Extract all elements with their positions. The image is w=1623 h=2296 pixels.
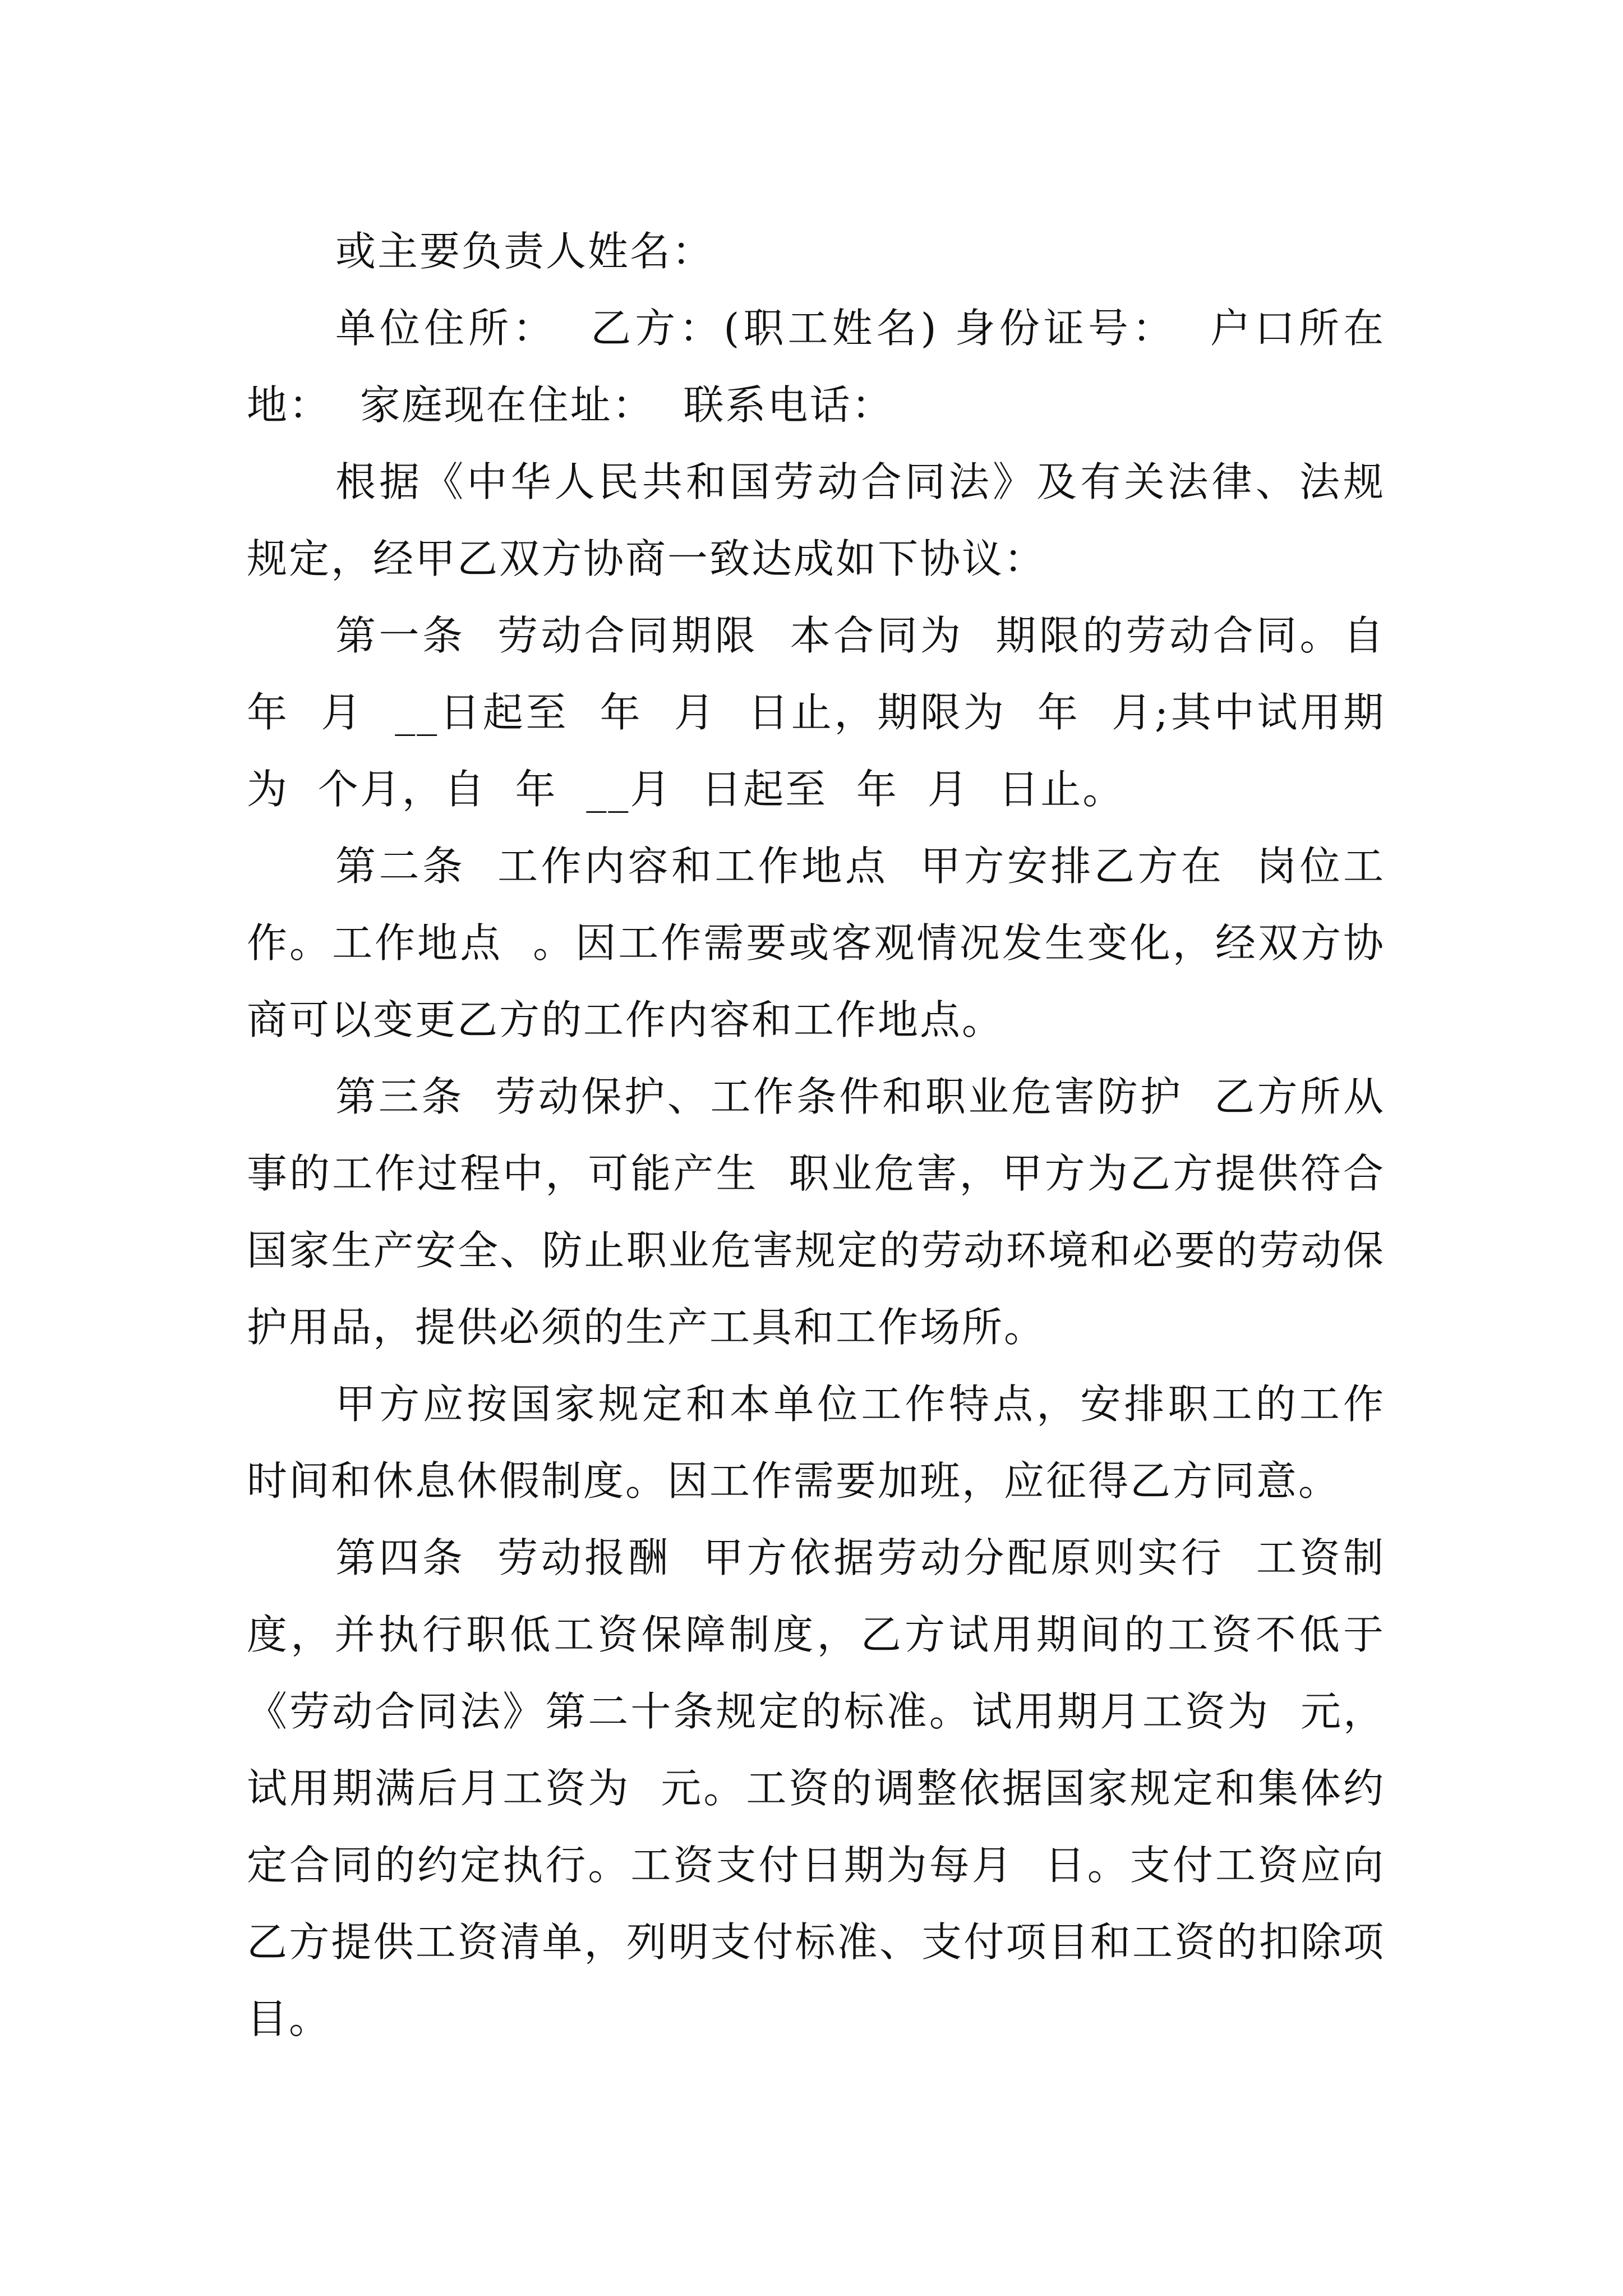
paragraph-working-hours: 甲方应按国家规定和本单位工作特点，安排职工的工作时间和休息休假制度。因工作需要加班，应征得乙方同意。: [247, 1381, 1385, 1504]
paragraph-article-2: 第二条 工作内容和工作地点 甲方安排乙方在 岗位工作。工作地点 。因工作需要或客观情况发生变化，经双方协商可以变更乙方的工作内容和工作地点。: [247, 843, 1385, 1043]
paragraph-party-info: 单位住所： 乙方：(职工姓名) 身份证号： 户口所在地： 家庭现在住址： 联系电话：: [247, 305, 1385, 429]
paragraph-article-1: 第一条 劳动合同期限 本合同为 期限的劳动合同。自 年 月 __日起至 年 月 日止，期限为 年 月;其中试用期为 个月，自 年 __月 日起至 年 月 日止。: [247, 612, 1414, 813]
paragraph-article-3: 第三条 劳动保护、工作条件和职业危害防护 乙方所从事的工作过程中，可能产生 职业危害，甲方为乙方提供符合国家生产安全、防止职业危害规定的劳动环境和必要的劳动保护用品，提供必须的生产工具和工作场所。: [247, 1073, 1385, 1351]
document-body: [247, 213, 1414, 2058]
paragraph-legal-basis: 根据《中华人民共和国劳动合同法》及有关法律、法规规定，经甲乙双方协商一致达成如下协议：: [247, 458, 1385, 582]
paragraph-responsible-person: 或主要负责人姓名：: [335, 228, 714, 275]
paragraph-article-4: 第四条 劳动报酬 甲方依据劳动分配原则实行 工资制度，并执行职低工资保障制度，乙方试用期间的工资不低于《劳动合同法》第二十条规定的标准。试用期月工资为 元，试用期满后月工资为 元。工资的调整依据国家规定和集体约定合同的约定执行。工资支付日期为每月 日。支付工资应向乙方提供工资清单，列明支付标准、支付项目和工资的扣除项目。: [247, 1534, 1385, 2042]
